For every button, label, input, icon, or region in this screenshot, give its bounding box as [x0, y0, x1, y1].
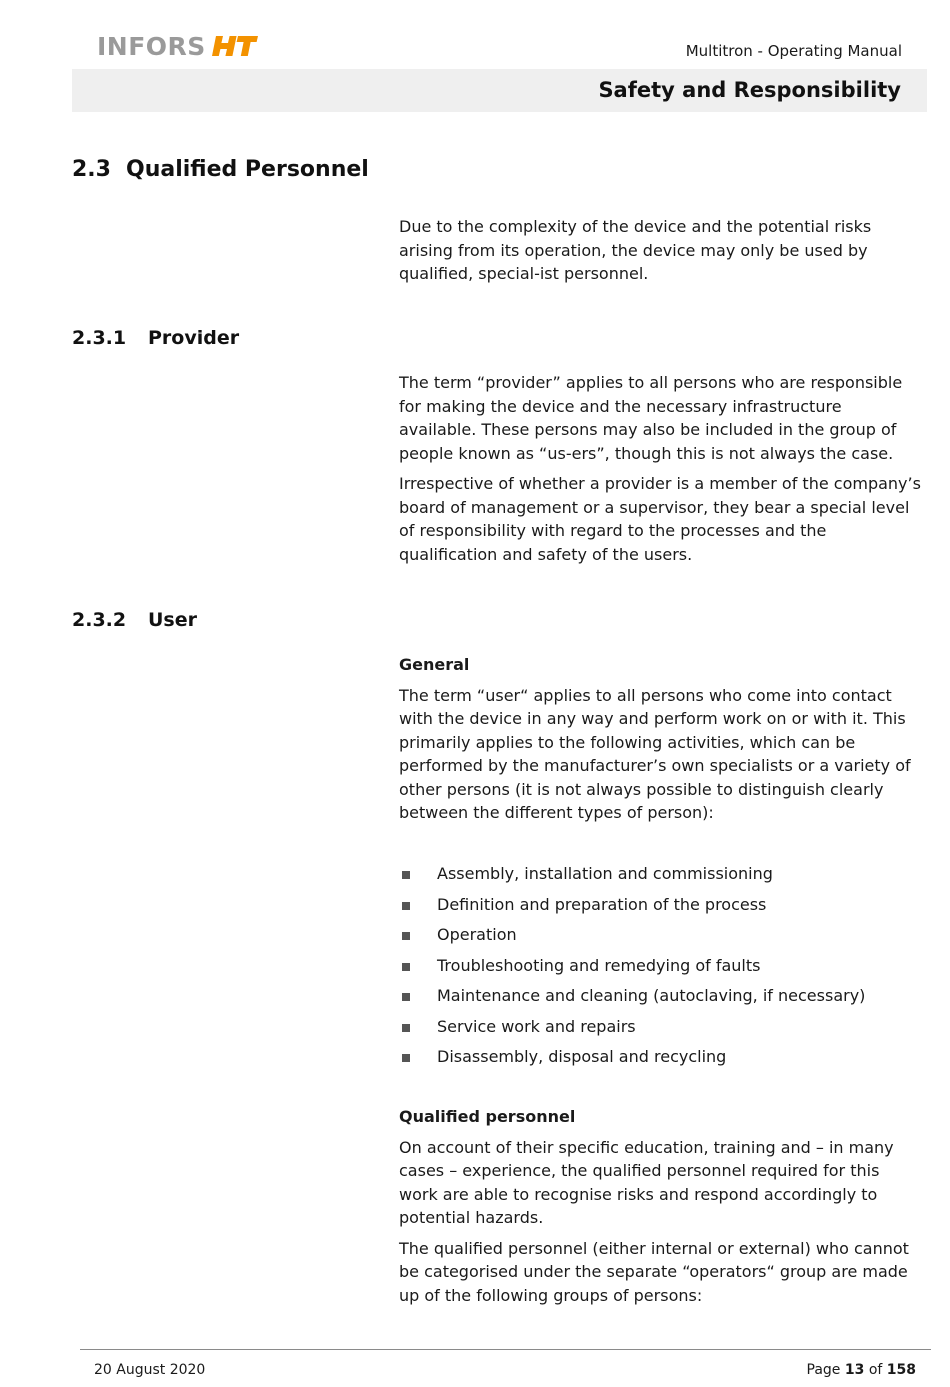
- square-bullet-icon: [402, 1024, 410, 1032]
- user-title: User: [148, 609, 197, 631]
- list-item: Maintenance and cleaning (autoclaving, if necessary): [399, 984, 921, 1015]
- manual-title: Multitron - Operating Manual: [685, 42, 902, 60]
- user-general-block: [399, 653, 921, 832]
- list-item: Service work and repairs: [399, 1015, 921, 1046]
- square-bullet-icon: [402, 871, 410, 879]
- footer-date: 20 August 2020: [94, 1362, 206, 1378]
- ht-logo-mark-icon: [212, 34, 258, 58]
- provider-title: Provider: [148, 327, 240, 349]
- qualified-subheading: Qualified personnel: [399, 1107, 576, 1126]
- section-number: 2.3: [72, 157, 111, 182]
- list-item: Disassembly, disposal and recycling: [399, 1045, 921, 1076]
- square-bullet-icon: [402, 902, 410, 910]
- provider-heading: [72, 327, 239, 349]
- page-total: 158: [886, 1362, 916, 1378]
- page-number: 13: [844, 1362, 865, 1378]
- square-bullet-icon: [402, 963, 410, 971]
- infors-ht-logo: [97, 33, 258, 59]
- user-heading: [72, 609, 197, 631]
- qualified-personnel-block: [399, 1105, 921, 1314]
- of-label: of: [868, 1362, 883, 1378]
- footer-divider: [80, 1349, 931, 1350]
- activities-list: [399, 862, 921, 1076]
- provider-paragraph: The term “provider” applies to all persons who are responsible for making the device and the necessary infrastructure available. These persons may also be included in the group of people known as “us-ers”, though this is not always the case.: [399, 373, 903, 463]
- section-intro-paragraph: Due to the complexity of the device and the potential risks arising from its operation, the device may only be used by qualified, special-ist personnel.: [399, 217, 872, 283]
- general-paragraph: The term “user“ applies to all persons who come into contact with the device in any way and perform work on or with it. This primarily applies to the following activities, which can be performed by the manufacturer’s own specialists or a variety of other persons (it is not always possible to distinguish clearly between the different types of person):: [399, 685, 911, 822]
- activities-list-block: [399, 862, 921, 1076]
- section-title: Qualified Personnel: [126, 157, 369, 182]
- chapter-header-band: [72, 69, 927, 112]
- chapter-title: Safety and Responsibility: [598, 78, 901, 102]
- provider-number: 2.3.1: [72, 327, 127, 349]
- provider-paragraph: Irrespective of whether a provider is a member of the company’s board of management or a supervisor, they bear a special level of responsibility with regard to the processes and the qualification and safety of the users.: [399, 474, 921, 564]
- qualified-paragraph: On account of their specific education, training and – in many cases – experience, the qualified personnel required for this work are able to recognise risks and respond accordingly to potential hazards.: [399, 1137, 894, 1227]
- section-heading: [72, 157, 369, 182]
- square-bullet-icon: [402, 932, 410, 940]
- list-item: Troubleshooting and remedying of faults: [399, 954, 921, 985]
- list-item: Operation: [399, 923, 921, 954]
- section-intro-block: [399, 215, 921, 293]
- page-label: Page: [806, 1362, 841, 1378]
- logo-text: INFORS: [97, 31, 206, 61]
- list-item: Assembly, installation and commissioning: [399, 862, 921, 893]
- list-item: Definition and preparation of the process: [399, 893, 921, 924]
- square-bullet-icon: [402, 993, 410, 1001]
- square-bullet-icon: [402, 1054, 410, 1062]
- provider-text-block: [399, 371, 921, 573]
- page-indicator: [807, 1362, 916, 1378]
- user-number: 2.3.2: [72, 609, 127, 631]
- qualified-paragraph: The qualified personnel (either internal or external) who cannot be categorised under the separate “operators“ group are made up of the following groups of persons:: [399, 1238, 909, 1305]
- general-subheading: General: [399, 655, 470, 674]
